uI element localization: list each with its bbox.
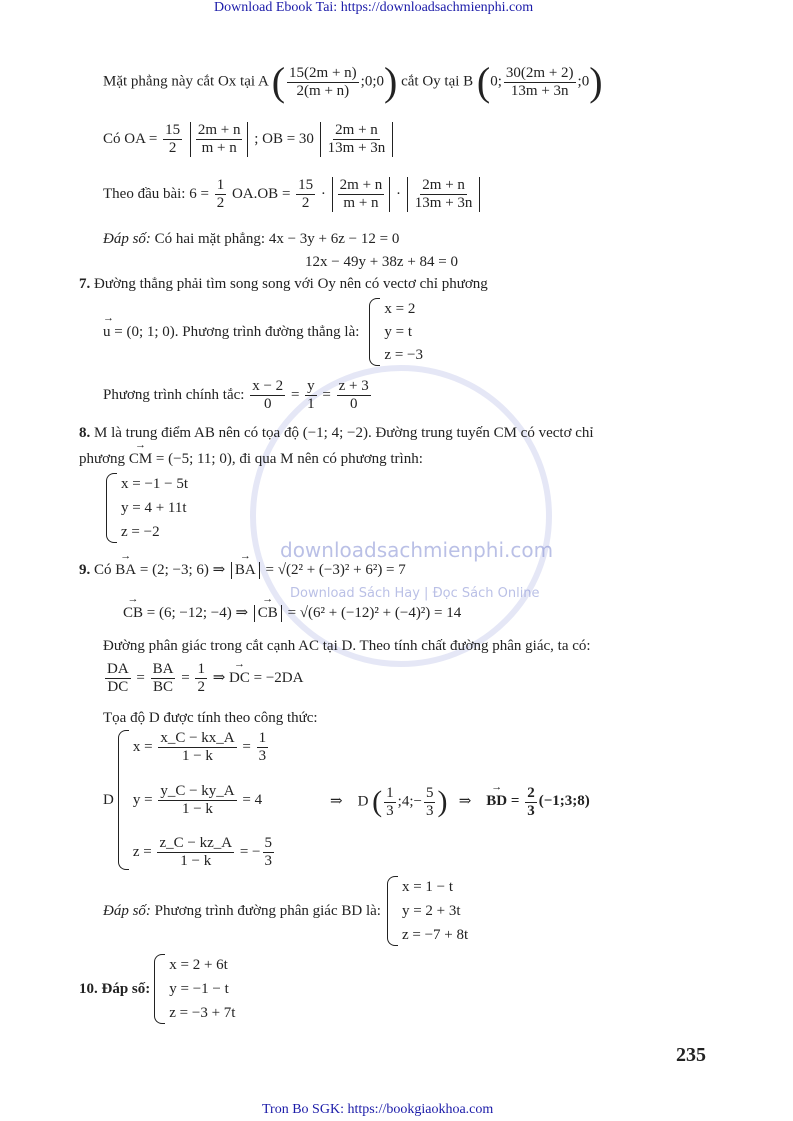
line-condition: Theo đầu bài: 6 = $\frac{1}{2}$ OA.OB = $\frac{15}{2}$ · $\frac{2m + n}{m + n}$ · $\frac{2m + n}{13m + 3n}$ [103,177,482,212]
line-plane-intersect: Mặt phẳng này cắt Ox tại A ( $\frac{15(2m + n)}{2(m + n)}$ ;0;0) cắt Oy tại B (0; $\frac{30(2m + 2)}{13m + 3n}$ ;0) [103,59,603,104]
problem-10: 10. Đáp số: x = 2 + 6t y = −1 − t z = −3 + 7t [79,954,235,1024]
problem-9-bisector: Đường phân giác trong cắt cạnh AC tại D. Theo tính chất đường phân giác, ta có: [103,638,591,654]
problem-9-d-system: D x = $\frac{x\_C - kx\_A}{1 - k}$ = $\frac{1}{3}$ y = $\frac{y\_C - ky\_A}{1 - k}$ = 4 z = $\frac{z\_C - kz\_A}{1 - k}$ = − $\frac{5}{3}$ [103,730,273,869]
problem-9-answer: Đáp số: Phương trình đường phân giác BD là: x = 1 − t y = 2 + 3t z = −7 + 8t [103,876,468,946]
page-number: 235 [676,1044,706,1066]
problem-7-line: → u = (0; 1; 0). Phương trình đường thẳng là: x = 2 y = t z = −3 [103,298,423,366]
problem-8-system: x = −1 − 5t y = 4 + 11t z = −2 [106,473,188,543]
answer-6-eq2: 12x − 49y + 38z + 84 = 0 [305,254,458,270]
answer-6: Đáp số: Có hai mặt phẳng: 4x − 3y + 6z − 12 = 0 [103,231,400,247]
problem-7-canonical: Phương trình chính tắc: $\frac{x - 2}{0}$ = $\frac{y}{1}$ = $\frac{z + 3}{0}$ [103,378,369,412]
problem-9-ratio: $\frac{DA}{DC}$ = $\frac{BA}{BC}$ = $\frac{1}{2}$ ⇒ → DC = −2DA [103,661,303,696]
watermark-site: downloadsachmienphi.com [280,538,554,562]
line-oa-ob: Có OA = $\frac{15}{2}$ $\frac{2m + n}{m + n}$ ; OB = 30 $\frac{2m + n}{13m + 3n}$ [103,122,395,157]
problem-9-result: ⇒ D ( $\frac{1}{3}$ ;4;− $\frac{5}{3}$ ) ⇒ → BD = $\frac{2}{3}$ (−1;3;8) [330,782,590,822]
problem-9-cb: → CB = (6; −12; −4) ⇒ → CB = √(6² + (−12)² + (−4)²) = 14 [123,603,461,622]
footer-link[interactable]: Tron Bo SGK: https://bookgiaokhoa.com [262,1102,494,1117]
header-link[interactable]: Download Ebook Tai: https://downloadsachmienphi.com [214,0,534,15]
problem-8: 8. M là trung điểm AB nên có tọa độ (−1; 4; −2). Đường trung tuyến CM có vectơ chỉ [79,425,594,441]
problem-9-ba: 9. Có → BA = (2; −3; 6) ⇒ → BA = √(2² + (−3)² + 6²) = 7 [79,560,406,579]
problem-7: 7. Đường thẳng phải tìm song song với Oy nên có vectơ chỉ phương [79,276,488,292]
problem-9-coord: Tọa độ D được tính theo công thức: [103,710,318,726]
watermark-tagline: Download Sách Hay | Đọc Sách Online [290,586,540,601]
problem-8-line2: phương → CM = (−5; 11; 0), đi qua M nên có phương trình: [79,451,423,468]
